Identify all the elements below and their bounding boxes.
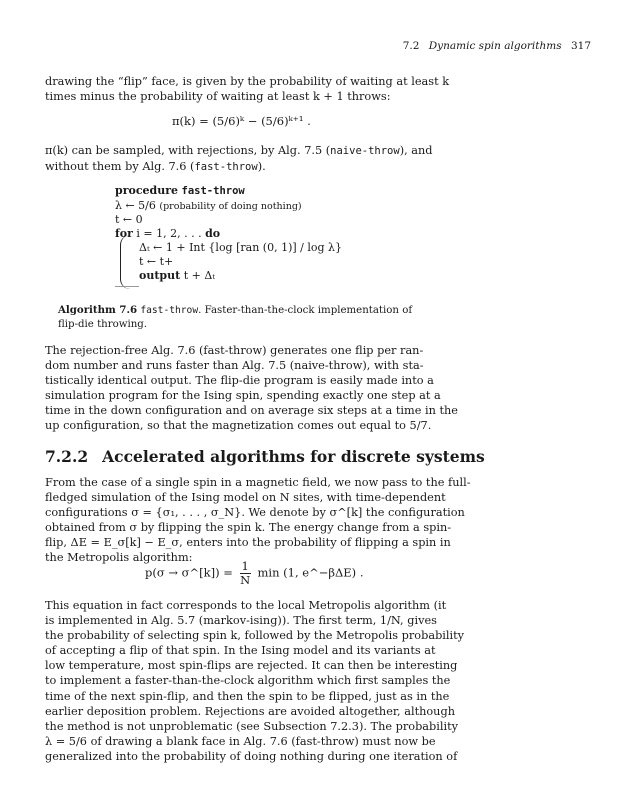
lambda-assignment: λ ← 5/6	[115, 199, 156, 212]
keyword-procedure: procedure	[115, 184, 179, 197]
paragraph-line: the method is not unproblematic (see Subsection 7.2.3). The probability	[45, 719, 459, 733]
paragraph-line: λ = 5/6 of drawing a blank face in Alg. 7.6 (fast-throw) must now be	[45, 734, 436, 748]
algorithm-procedure-line	[115, 184, 245, 198]
section-number: 7.2.2	[45, 447, 89, 466]
section-title: Accelerated algorithms for discrete systems	[102, 447, 485, 466]
running-header	[403, 40, 591, 52]
paragraph-line: generalized into the probability of doing nothing during one iteration of	[45, 749, 458, 763]
fraction-one-over-n	[240, 560, 251, 587]
paragraph-line: earlier deposition problem. Rejections are avoided altogether, although	[45, 704, 455, 718]
fraction-denominator: N	[240, 573, 251, 587]
caption-label: Algorithm 7.6	[58, 304, 138, 316]
output-expr: t + Δₜ	[183, 269, 215, 282]
algorithm-divider	[115, 286, 139, 287]
paragraph-line: The rejection-free Alg. 7.6 (fast-throw) generates one flip per ran-	[45, 344, 424, 357]
paragraph-line: This equation in fact corresponds to the local Metropolis algorithm (it	[45, 599, 447, 612]
paragraph-line: time in the down configuration and on average six steps at a time in the	[45, 404, 458, 418]
header-section-title: Dynamic spin algorithms	[428, 40, 562, 52]
sampling-line	[45, 143, 589, 159]
text-run: without them by Alg. 7.6 (	[45, 160, 195, 174]
loop-brace	[120, 235, 131, 289]
paragraph-line: is implemented in Alg. 5.7 (markov-ising)). The first term, 1/N, gives	[45, 614, 437, 628]
paragraph-line: the Metropolis algorithm:	[45, 551, 193, 565]
lambda-comment: (probability of doing nothing)	[159, 201, 302, 212]
rejection-free-paragraph	[45, 343, 589, 434]
fraction-numerator: 1	[241, 559, 249, 573]
algorithm-delta-line: Δₜ ← 1 + Int {log [ran (0, 1)] / log λ}	[139, 241, 343, 254]
paragraph-line: the probability of selecting spin k, followed by the Metropolis probability	[45, 629, 465, 643]
metropolis-paragraph	[45, 598, 589, 764]
algorithm-tplus-line: t ← t+	[139, 255, 174, 268]
procedure-name: fast-throw	[181, 185, 245, 197]
paragraph-line: configurations σ = {σ₁, . . . , σ_N}. We denote by σ^[k] the configuration	[45, 506, 465, 520]
code-naive-throw: naive-throw	[330, 145, 400, 157]
intro-line: drawing the “flip” face, is given by the probability of waiting at least k	[45, 75, 450, 88]
text-run: ).	[257, 160, 266, 174]
algorithm-output-line	[139, 269, 215, 283]
paragraph-line: From the case of a single spin in a magnetic field, we now pass to the full-	[45, 476, 471, 489]
paragraph-line: low temperature, most spin-flips are rejected. It can then be interesting	[45, 659, 458, 673]
paragraph-line: time of the next spin-flip, and then the spin to be flipped, just as in the	[45, 689, 450, 703]
keyword-for: for	[115, 227, 133, 240]
equation-rhs: min (1, e^−βΔE) .	[257, 565, 364, 580]
paragraph-line: to implement a faster-than-the-clock algorithm which first samples the	[45, 674, 451, 688]
paragraph-line: simulation program for the Ising spin, spending exactly one step at a	[45, 389, 441, 403]
sampling-paragraph	[45, 143, 589, 175]
caption-text: . Faster-than-the-clock implementation of	[198, 305, 413, 316]
paragraph-line: flip, ΔE = E_σ[k] − E_σ, enters into the probability of flipping a spin in	[45, 536, 451, 550]
paragraph-line: tistically identical output. The flip-die program is easily made into a	[45, 374, 434, 388]
paragraph-line: dom number and runs faster than Alg. 7.5 (naive-throw), with sta-	[45, 359, 424, 373]
page-number: 317	[570, 40, 591, 52]
caption-code: fast-throw	[140, 305, 199, 316]
equation-metropolis	[145, 560, 363, 587]
keyword-do: do	[205, 227, 221, 240]
intro-line: times minus the probability of waiting at least k + 1 throws:	[45, 90, 391, 104]
algorithm-t0-line: t ← 0	[115, 213, 143, 226]
equation-pi-k: π(k) = (5/6)ᵏ − (5/6)ᵏ⁺¹ .	[172, 114, 311, 128]
section-heading	[45, 447, 485, 466]
sampling-line	[45, 159, 589, 175]
text-run: ), and	[399, 144, 433, 157]
for-range: i = 1, 2, . . .	[136, 227, 202, 240]
keyword-output: output	[139, 269, 181, 282]
intro-paragraph	[45, 74, 589, 104]
algorithm-lambda-line	[115, 199, 302, 214]
code-fast-throw: fast-throw	[194, 161, 258, 174]
paragraph-line: up configuration, so that the magnetization comes out equal to 5/7.	[45, 419, 432, 433]
equation-lhs: p(σ → σ^[k]) =	[145, 565, 233, 580]
paragraph-line: obtained from σ by flipping the spin k. The energy change from a spin-	[45, 521, 452, 535]
text-run: π(k) can be sampled, with rejections, by Alg. 7.5 (	[45, 144, 331, 157]
ising-paragraph	[45, 475, 589, 566]
algorithm-caption	[58, 303, 418, 332]
header-section-number: 7.2	[402, 40, 420, 52]
caption-line	[58, 303, 418, 318]
paragraph-line: of accepting a flip of that spin. In the Ising model and its variants at	[45, 644, 436, 658]
paragraph-line: fledged simulation of the Ising model on N sites, with time-dependent	[45, 491, 446, 505]
caption-line: flip-die throwing.	[58, 319, 148, 330]
